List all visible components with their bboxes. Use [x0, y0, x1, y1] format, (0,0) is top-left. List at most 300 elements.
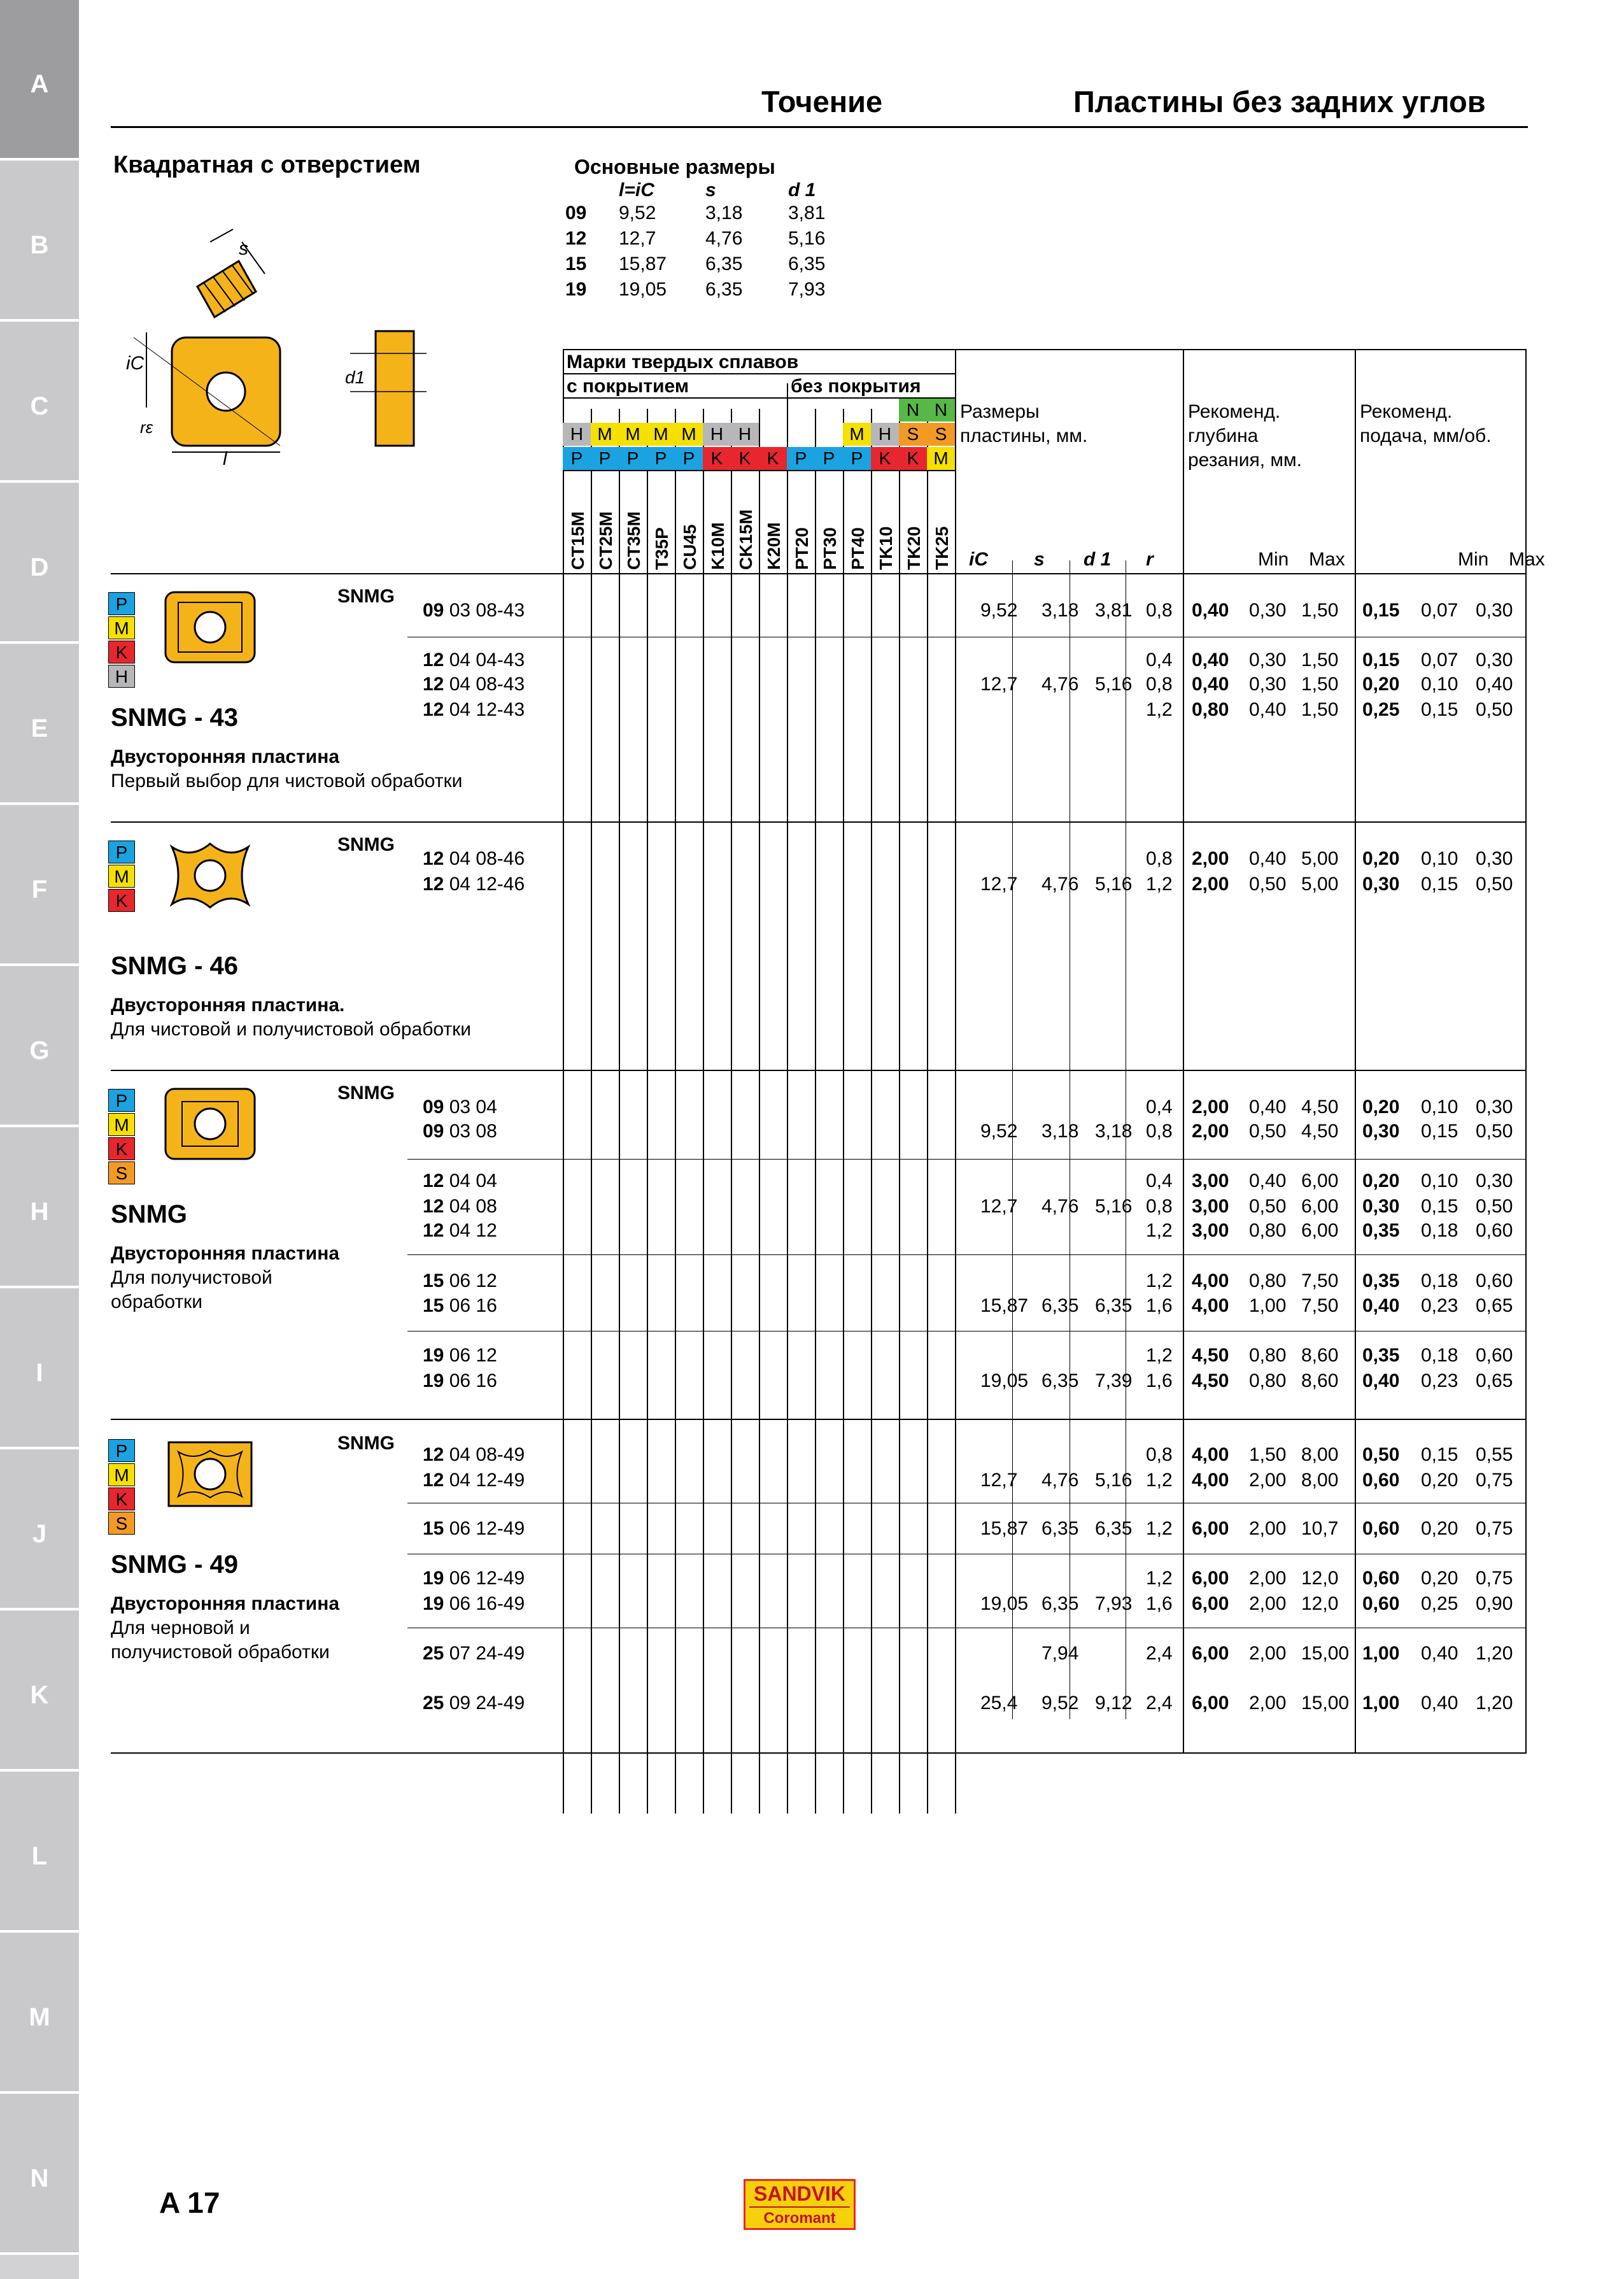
grades-title: Марки твердых сплавов — [567, 351, 799, 373]
row-feed: 0,35 — [1362, 1220, 1400, 1241]
row-d1: 5,16 — [1095, 1470, 1133, 1491]
row-feed-min: 0,18 — [1421, 1220, 1458, 1241]
iso-group-P: P — [843, 447, 871, 470]
row-r: 2,4 — [1146, 1693, 1173, 1714]
row-s: 4,76 — [1041, 1196, 1079, 1217]
row-r: 0,8 — [1146, 848, 1173, 869]
table-header-rule — [111, 573, 1527, 574]
row-feed-max: 0,75 — [1476, 1568, 1513, 1589]
row-r: 0,8 — [1146, 1196, 1173, 1217]
row-depth-min: 0,80 — [1249, 1345, 1287, 1366]
row-feed-min: 0,40 — [1421, 1693, 1458, 1714]
row-s: 6,35 — [1041, 1370, 1079, 1391]
code-size: 25 — [423, 1643, 444, 1664]
section-rule — [111, 821, 1527, 823]
row-ic: 12,7 — [980, 874, 1018, 895]
product-desc1: Двусторонняя пластина — [111, 1243, 340, 1264]
iso-badge-h: H — [108, 665, 135, 688]
col-sub-header: Min — [1258, 549, 1289, 570]
iso-group-H: H — [731, 423, 759, 446]
product-desc2: Для получистовой — [111, 1267, 272, 1288]
diagram-label-d1: d1 — [345, 367, 365, 387]
row-ic: 12,7 — [980, 1470, 1018, 1491]
intro-title: Квадратная с отверстием — [113, 152, 421, 178]
row-feed-max: 1,20 — [1476, 1643, 1513, 1664]
row-ic: 15,87 — [980, 1295, 1029, 1316]
row-ic: 25,4 — [980, 1693, 1018, 1714]
dims-head: l=iC — [619, 180, 654, 201]
code-size: 12 — [423, 848, 444, 869]
row-feed-max: 0,60 — [1476, 1270, 1513, 1291]
table-bottom-rule — [111, 1752, 1527, 1754]
row-s: 6,35 — [1041, 1295, 1079, 1316]
iso-group-S: S — [899, 423, 927, 446]
row-feed-min: 0,10 — [1421, 848, 1458, 869]
row-s: 7,94 — [1041, 1643, 1079, 1664]
row-feed: 0,60 — [1362, 1568, 1400, 1589]
col-depth-header: Рекоменд. глубина резания, мм. — [1188, 401, 1302, 471]
row-depth: 6,00 — [1192, 1643, 1229, 1664]
code-size: 12 — [423, 874, 444, 895]
row-depth: 4,00 — [1192, 1270, 1229, 1291]
row-depth-max: 15,00 — [1301, 1643, 1350, 1664]
sidebar-tab-f: F — [0, 806, 79, 966]
row-feed-max: 0,50 — [1476, 1121, 1513, 1142]
row-s: 4,76 — [1041, 874, 1079, 895]
row-d1: 5,16 — [1095, 674, 1133, 695]
dims-cell: 19,05 — [619, 279, 667, 300]
insert-icon — [159, 1433, 261, 1516]
row-depth-min: 0,40 — [1249, 1097, 1287, 1118]
row-code: 19 06 16-49 — [423, 1593, 525, 1614]
grade-label: CT25M — [596, 511, 616, 570]
row-r: 1,6 — [1146, 1370, 1173, 1391]
product-desc3: получистовой обработки — [111, 1642, 330, 1663]
grade-col-line — [647, 409, 648, 1814]
row-feed-min: 0,15 — [1421, 1121, 1458, 1142]
group-rule — [407, 1159, 1527, 1160]
row-feed-max: 0,55 — [1476, 1444, 1513, 1465]
row-ic: 12,7 — [980, 1196, 1018, 1217]
row-depth: 0,40 — [1192, 674, 1229, 695]
sidebar-tab-i: I — [0, 1289, 79, 1449]
row-code: 12 04 04 — [423, 1170, 497, 1191]
row-feed: 0,30 — [1362, 1121, 1400, 1142]
code-size: 12 — [423, 650, 444, 671]
row-feed-min: 0,23 — [1421, 1295, 1458, 1316]
row-feed-max: 0,65 — [1476, 1295, 1513, 1316]
row-depth-max: 8,60 — [1301, 1345, 1339, 1366]
row-feed-max: 1,20 — [1476, 1693, 1513, 1714]
row-feed-max: 0,40 — [1476, 674, 1513, 695]
row-depth: 6,00 — [1192, 1518, 1229, 1539]
grade-label: K10M — [708, 522, 728, 570]
dims-cell: 15,87 — [619, 253, 667, 274]
grade-col-line — [871, 409, 872, 1814]
header-section: Точение — [761, 85, 883, 118]
product-desc3: обработки — [111, 1291, 203, 1312]
uncoated-label: без покрытия — [791, 376, 921, 397]
sidebar-tab-a: A — [0, 0, 79, 160]
row-code: 09 03 04 — [423, 1097, 497, 1118]
iso-group-H: H — [563, 423, 591, 446]
iso-badge-m: M — [108, 865, 135, 888]
row-code: 12 04 08 — [423, 1196, 497, 1217]
iso-badge-k: K — [108, 641, 135, 664]
code-size: 19 — [423, 1370, 444, 1391]
diagram-label-ic: iC — [126, 353, 145, 374]
row-depth-max: 15,00 — [1301, 1693, 1350, 1714]
iso-badge-m: M — [108, 616, 135, 639]
row-s: 4,76 — [1041, 674, 1079, 695]
col-sub-header: Max — [1309, 549, 1345, 570]
product-prefix: SNMG — [337, 1433, 395, 1454]
iso-badge-p: P — [108, 1089, 135, 1112]
row-d1: 9,12 — [1095, 1693, 1133, 1714]
iso-group-P: P — [619, 447, 647, 470]
insert-profile-icon — [350, 331, 427, 446]
row-r: 1,2 — [1146, 1345, 1173, 1366]
row-r: 0,4 — [1146, 1097, 1173, 1118]
row-depth-min: 0,50 — [1249, 1121, 1287, 1142]
row-depth-min: 0,50 — [1249, 874, 1287, 895]
row-r: 1,2 — [1146, 1270, 1173, 1291]
row-depth-min: 0,30 — [1249, 650, 1287, 671]
grade-label: T35P — [652, 527, 672, 570]
row-feed-min: 0,20 — [1421, 1470, 1458, 1491]
row-depth-max: 4,50 — [1301, 1097, 1339, 1118]
row-code: 12 04 12-46 — [423, 874, 525, 895]
row-code: 12 04 12-49 — [423, 1470, 525, 1491]
grade-col-line — [843, 409, 844, 1814]
product-name: SNMG - 46 — [111, 952, 239, 980]
iso-group-M: M — [591, 423, 619, 446]
row-ic: 19,05 — [980, 1370, 1029, 1391]
col-sub-header: Max — [1509, 549, 1545, 570]
row-feed-min: 0,07 — [1421, 600, 1458, 621]
row-code: 25 07 24-49 — [423, 1643, 525, 1664]
row-code: 15 06 12 — [423, 1270, 497, 1291]
row-feed-min: 0,20 — [1421, 1568, 1458, 1589]
dims-title: Основные размеры — [574, 155, 775, 178]
col-sub-header: r — [1146, 549, 1154, 570]
row-depth-max: 1,50 — [1301, 699, 1339, 720]
row-code: 19 06 12-49 — [423, 1568, 525, 1589]
dims-cell: 9,52 — [619, 202, 656, 224]
row-feed-min: 0,18 — [1421, 1270, 1458, 1291]
section-rule — [111, 1419, 1527, 1420]
grade-col-line — [619, 409, 620, 1814]
iso-group-H: H — [871, 423, 899, 446]
dims-cell: 6,35 — [705, 279, 743, 300]
row-ic: 9,52 — [980, 600, 1018, 621]
row-feed: 0,30 — [1362, 874, 1400, 895]
row-s: 9,52 — [1041, 1693, 1079, 1714]
iso-badge-p: P — [108, 1439, 135, 1462]
row-depth-min: 0,80 — [1249, 1370, 1287, 1391]
row-feed-min: 0,10 — [1421, 674, 1458, 695]
row-d1: 6,35 — [1095, 1295, 1133, 1316]
row-d1: 5,16 — [1095, 874, 1133, 895]
row-depth-min: 0,30 — [1249, 674, 1287, 695]
row-depth-max: 7,50 — [1301, 1295, 1339, 1316]
row-feed-max: 0,30 — [1476, 1170, 1513, 1191]
diagram-label-s: s — [239, 238, 248, 259]
iso-group-M: M — [843, 423, 871, 446]
group-col-line — [1355, 349, 1356, 1752]
grade-col-line — [927, 409, 928, 1814]
row-feed: 0,60 — [1362, 1593, 1400, 1614]
sidebar-tab-k: K — [0, 1611, 79, 1771]
code-size: 09 — [423, 1097, 444, 1118]
header-rule — [111, 126, 1528, 128]
row-depth-min: 2,00 — [1249, 1568, 1287, 1589]
row-feed: 1,00 — [1362, 1693, 1400, 1714]
row-depth-max: 1,50 — [1301, 600, 1339, 621]
row-ic: 19,05 — [980, 1593, 1029, 1614]
row-depth-max: 6,00 — [1301, 1196, 1339, 1217]
row-s: 6,35 — [1041, 1593, 1079, 1614]
product-name: SNMG - 49 — [111, 1551, 239, 1579]
iso-group-P: P — [787, 447, 815, 470]
row-feed: 0,40 — [1362, 1370, 1400, 1391]
code-size: 12 — [423, 1170, 444, 1191]
code-size: 19 — [423, 1593, 444, 1614]
grade-label: CU45 — [680, 524, 700, 570]
row-feed-min: 0,25 — [1421, 1593, 1458, 1614]
row-depth-min: 2,00 — [1249, 1693, 1287, 1714]
iso-group-M: M — [619, 423, 647, 446]
row-depth: 3,00 — [1192, 1220, 1229, 1241]
code-size: 12 — [423, 1470, 444, 1491]
product-desc2: Для чистовой и получистовой обработки — [111, 1019, 472, 1040]
row-code: 15 06 12-49 — [423, 1518, 525, 1539]
row-feed-max: 0,75 — [1476, 1518, 1513, 1539]
iso-badge-m: M — [108, 1113, 135, 1136]
row-depth-max: 12,0 — [1301, 1568, 1339, 1589]
code-size: 12 — [423, 1196, 444, 1217]
iso-group-N: N — [927, 399, 955, 422]
row-feed: 1,00 — [1362, 1643, 1400, 1664]
product-prefix: SNMG — [337, 586, 395, 607]
dims-cell: 3,81 — [788, 202, 826, 224]
row-depth-min: 2,00 — [1249, 1518, 1287, 1539]
row-feed: 0,30 — [1362, 1196, 1400, 1217]
row-depth: 4,50 — [1192, 1345, 1229, 1366]
iso-group-M: M — [927, 447, 955, 470]
row-depth: 0,40 — [1192, 600, 1229, 621]
grade-col-line — [703, 409, 704, 1814]
iso-group-K: K — [899, 447, 927, 470]
iso-group-H: H — [703, 423, 731, 446]
row-feed-max: 0,50 — [1476, 699, 1513, 720]
row-depth: 6,00 — [1192, 1593, 1229, 1614]
row-r: 0,8 — [1146, 1444, 1173, 1465]
iso-badge-m: M — [108, 1463, 135, 1486]
row-depth-min: 0,30 — [1249, 600, 1287, 621]
row-feed: 0,15 — [1362, 650, 1400, 671]
row-feed-min: 0,10 — [1421, 1170, 1458, 1191]
section-sidebar — [0, 0, 79, 2279]
col-sub-header: iC — [969, 549, 988, 570]
dims-cell: 6,35 — [788, 253, 826, 274]
dims-cell: 7,93 — [788, 279, 826, 300]
code-size: 12 — [423, 1220, 444, 1241]
sidebar-tab-d: D — [0, 483, 79, 644]
dims-cell: 4,76 — [705, 228, 743, 249]
row-depth-max: 10,7 — [1301, 1518, 1339, 1539]
col-sub-header: Min — [1458, 549, 1489, 570]
code-size: 12 — [423, 1444, 444, 1465]
row-s: 6,35 — [1041, 1518, 1079, 1539]
col-size-header: Размеры пластины, мм. — [960, 401, 1088, 446]
iso-badge-k: K — [108, 1487, 135, 1510]
row-feed-min: 0,07 — [1421, 650, 1458, 671]
row-r: 0,8 — [1146, 674, 1173, 695]
row-ic: 15,87 — [980, 1518, 1029, 1539]
iso-group-K: K — [871, 447, 899, 470]
code-size: 19 — [423, 1568, 444, 1589]
iso-group-P: P — [815, 447, 843, 470]
row-r: 1,2 — [1146, 1568, 1173, 1589]
row-feed-max: 0,30 — [1476, 1097, 1513, 1118]
row-feed-max: 0,30 — [1476, 600, 1513, 621]
row-depth-min: 0,50 — [1249, 1196, 1287, 1217]
row-r: 0,8 — [1146, 600, 1173, 621]
header-title: Пластины без задних углов — [1073, 85, 1486, 118]
insert-icon — [159, 1083, 261, 1165]
row-r: 0,4 — [1146, 650, 1173, 671]
row-depth-max: 8,60 — [1301, 1370, 1339, 1391]
row-depth-min: 2,00 — [1249, 1470, 1287, 1491]
logo-brand: SANDVIK — [749, 2181, 850, 2208]
product-prefix: SNMG — [337, 834, 395, 855]
iso-group-K: K — [759, 447, 787, 470]
iso-group-M: M — [647, 423, 675, 446]
row-depth: 3,00 — [1192, 1196, 1229, 1217]
row-depth-min: 0,80 — [1249, 1220, 1287, 1241]
row-code: 12 04 04-43 — [423, 650, 525, 671]
row-feed-max: 0,75 — [1476, 1470, 1513, 1491]
code-size: 12 — [423, 674, 444, 695]
iso-badge-p: P — [108, 592, 135, 615]
row-depth-max: 6,00 — [1301, 1220, 1339, 1241]
row-feed: 0,60 — [1362, 1470, 1400, 1491]
grade-col-line — [787, 383, 788, 1814]
row-code: 15 06 16 — [423, 1295, 497, 1316]
section-rule — [111, 1070, 1527, 1071]
product-desc1: Двусторонняя пластина. — [111, 995, 345, 1016]
row-feed-min: 0,10 — [1421, 1097, 1458, 1118]
grades-title-rule — [563, 373, 955, 374]
row-depth: 0,40 — [1192, 650, 1229, 671]
col-sub-header: s — [1034, 549, 1045, 570]
row-feed-max: 0,50 — [1476, 874, 1513, 895]
page-number: A 17 — [159, 2186, 220, 2219]
code-size: 25 — [423, 1693, 444, 1714]
row-depth-min: 1,00 — [1249, 1295, 1287, 1316]
row-code: 12 04 12-43 — [423, 699, 525, 720]
code-size: 15 — [423, 1295, 444, 1316]
code-size: 15 — [423, 1270, 444, 1291]
row-feed-min: 0,23 — [1421, 1370, 1458, 1391]
row-feed-max: 0,30 — [1476, 848, 1513, 869]
row-depth: 2,00 — [1192, 874, 1229, 895]
iso-group-S: S — [927, 423, 955, 446]
sidebar-tab-e: E — [0, 644, 79, 805]
product-desc1: Двусторонняя пластина — [111, 1593, 340, 1614]
dims-cell: 19 — [565, 279, 587, 300]
row-r: 1,6 — [1146, 1593, 1173, 1614]
coated-rule — [563, 397, 955, 399]
logo-sub: Coromant — [763, 2210, 836, 2227]
row-depth-min: 0,40 — [1249, 848, 1287, 869]
iso-badge-p: P — [108, 841, 135, 863]
dims-cell: 3,18 — [705, 202, 743, 224]
sidebar-tab-c: C — [0, 322, 79, 483]
sidebar-tab-m: M — [0, 1933, 79, 2094]
row-feed: 0,20 — [1362, 674, 1400, 695]
row-r: 1,2 — [1146, 1220, 1173, 1241]
coated-label: с покрытием — [567, 376, 689, 397]
row-r: 1,2 — [1146, 1470, 1173, 1491]
row-feed-min: 0,20 — [1421, 1518, 1458, 1539]
row-code: 19 06 12 — [423, 1345, 497, 1366]
row-depth-max: 5,00 — [1301, 848, 1339, 869]
grade-label: PT20 — [792, 527, 812, 570]
insert-side-view-icon — [197, 229, 265, 317]
grade-col-line — [955, 349, 956, 1814]
row-code: 12 04 12 — [423, 1220, 497, 1241]
row-feed: 0,40 — [1362, 1295, 1400, 1316]
row-depth-min: 0,40 — [1249, 699, 1287, 720]
row-feed: 0,60 — [1362, 1518, 1400, 1539]
row-depth-min: 2,00 — [1249, 1643, 1287, 1664]
row-code: 12 04 08-49 — [423, 1444, 525, 1465]
grade-label: PT40 — [848, 527, 868, 570]
product-desc1: Двусторонняя пластина — [111, 746, 340, 767]
iso-rule — [563, 470, 955, 471]
row-d1: 5,16 — [1095, 1196, 1133, 1217]
insert-top-view-icon — [134, 332, 280, 452]
row-depth: 4,00 — [1192, 1470, 1229, 1491]
sidebar-tab-g: G — [0, 967, 79, 1127]
row-depth: 4,00 — [1192, 1444, 1229, 1465]
grade-col-line — [591, 409, 592, 1814]
row-feed-max: 0,50 — [1476, 1196, 1513, 1217]
row-code: 12 04 08-46 — [423, 848, 525, 869]
row-code: 25 09 24-49 — [423, 1693, 525, 1714]
dims-cell: 5,16 — [788, 228, 826, 249]
code-size: 19 — [423, 1345, 444, 1366]
dims-head: d 1 — [788, 180, 816, 201]
grade-label: CT35M — [624, 511, 644, 570]
row-depth: 0,80 — [1192, 699, 1229, 720]
dims-cell: 12 — [565, 228, 587, 249]
iso-group-P: P — [647, 447, 675, 470]
row-d1: 3,81 — [1095, 600, 1133, 621]
sidebar-tab-b: B — [0, 161, 79, 322]
row-s: 4,76 — [1041, 1470, 1079, 1491]
insert-icon — [159, 586, 261, 669]
group-col-line — [1183, 349, 1184, 1752]
product-desc2: Для черновой и — [111, 1617, 250, 1638]
row-r: 1,6 — [1146, 1295, 1173, 1316]
row-feed: 0,20 — [1362, 1097, 1400, 1118]
row-depth-min: 2,00 — [1249, 1593, 1287, 1614]
iso-group-P: P — [591, 447, 619, 470]
row-depth-min: 0,40 — [1249, 1170, 1287, 1191]
